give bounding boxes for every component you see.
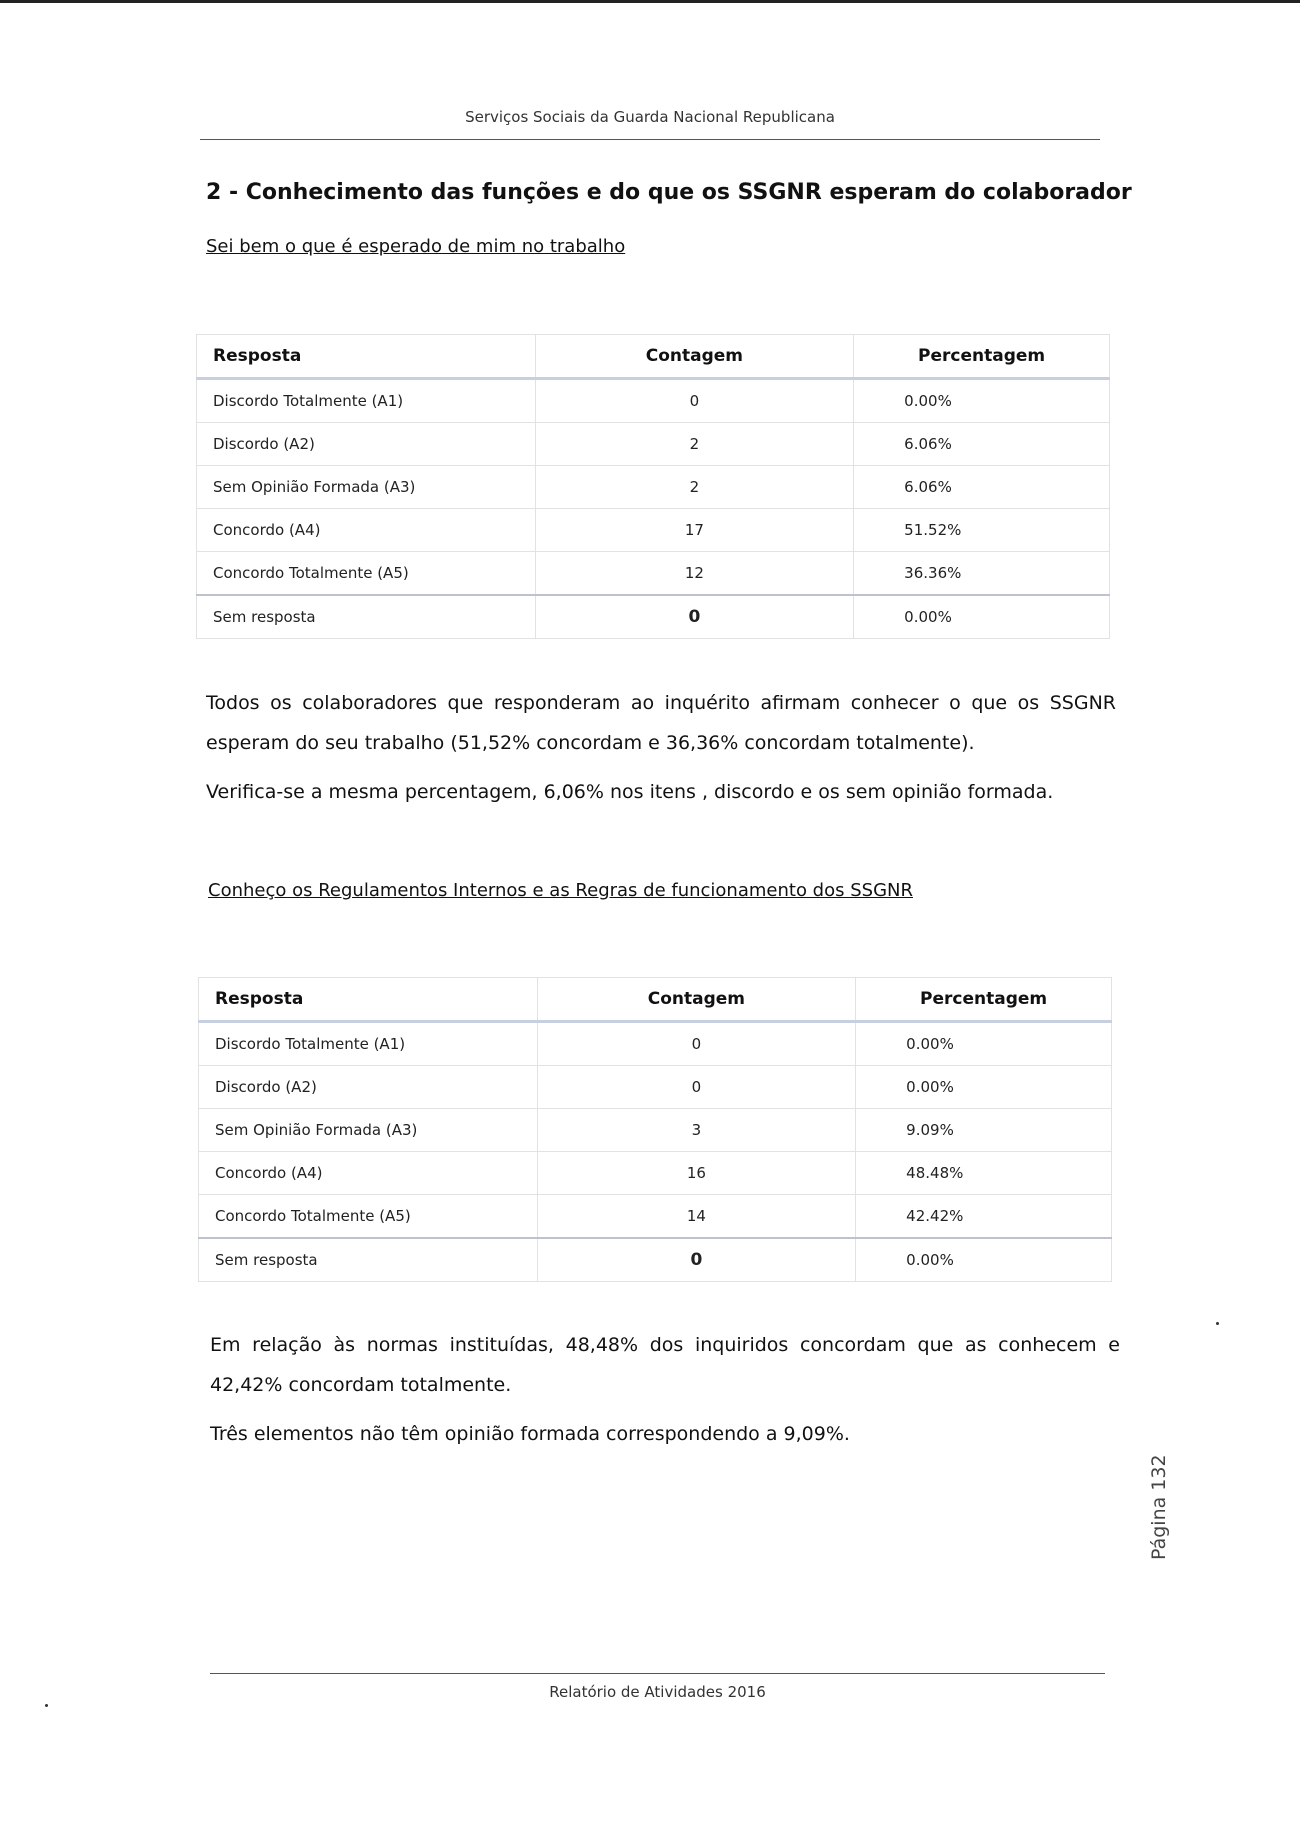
table-row <box>197 509 1110 552</box>
row-percentage: 0.00% <box>856 1238 1112 1282</box>
row-percentage: 6.06% <box>854 423 1110 466</box>
column-header-contagem: Contagem <box>537 978 856 1022</box>
row-percentage: 48.48% <box>856 1152 1112 1195</box>
table-row <box>199 1195 1112 1239</box>
paragraph-4: Três elementos não têm opinião formada correspondendo a 9,09%. <box>210 1423 850 1445</box>
row-label: Sem Opinião Formada (A3) <box>197 466 536 509</box>
row-count: 12 <box>535 552 854 596</box>
table-row <box>199 1022 1112 1066</box>
row-count: 0 <box>535 595 854 639</box>
header-divider <box>200 139 1100 140</box>
row-label: Concordo Totalmente (A5) <box>199 1195 538 1239</box>
row-count: 2 <box>535 466 854 509</box>
page-top-edge <box>0 0 1300 3</box>
paragraph-2: Verifica-se a mesma percentagem, 6,06% nos itens , discordo e os sem opinião formada. <box>206 781 1054 803</box>
table-header-row <box>197 335 1110 379</box>
row-count: 17 <box>535 509 854 552</box>
row-label: Discordo (A2) <box>199 1066 538 1109</box>
column-header-contagem: Contagem <box>535 335 854 379</box>
row-label: Discordo (A2) <box>197 423 536 466</box>
row-percentage: 42.42% <box>856 1195 1112 1239</box>
row-count: 0 <box>535 379 854 423</box>
row-count: 0 <box>537 1022 856 1066</box>
row-percentage: 0.00% <box>856 1066 1112 1109</box>
table-row <box>197 423 1110 466</box>
row-label: Concordo (A4) <box>197 509 536 552</box>
row-label: Discordo Totalmente (A1) <box>199 1022 538 1066</box>
row-count: 2 <box>535 423 854 466</box>
table-row <box>199 1066 1112 1109</box>
row-label: Discordo Totalmente (A1) <box>197 379 536 423</box>
row-label: Sem Opinião Formada (A3) <box>199 1109 538 1152</box>
row-count: 14 <box>537 1195 856 1239</box>
table-row-no-response <box>197 595 1110 639</box>
table-header-row <box>199 978 1112 1022</box>
page-number: Página 132 <box>1148 1454 1170 1560</box>
column-header-resposta: Resposta <box>197 335 536 379</box>
row-label: Concordo Totalmente (A5) <box>197 552 536 596</box>
page-header: Serviços Sociais da Guarda Nacional Republicana <box>465 108 835 126</box>
row-percentage: 51.52% <box>854 509 1110 552</box>
column-header-percentagem: Percentagem <box>854 335 1110 379</box>
table-row <box>197 379 1110 423</box>
table-row-no-response <box>199 1238 1112 1282</box>
table1 <box>196 334 1110 639</box>
row-percentage: 6.06% <box>854 466 1110 509</box>
paragraph-3: Em relação às normas instituídas, 48,48% dos inquiridos concordam que as conhecem e 42,42% concordam totalmente. <box>210 1334 1120 1396</box>
row-count: 0 <box>537 1238 856 1282</box>
scan-speck <box>45 1704 48 1707</box>
table1-subtitle: Sei bem o que é esperado de mim no trabalho <box>206 236 626 257</box>
row-label: Sem resposta <box>199 1238 538 1282</box>
row-count: 3 <box>537 1109 856 1152</box>
footer-divider <box>210 1673 1105 1674</box>
table-row <box>197 466 1110 509</box>
table2 <box>198 977 1112 1282</box>
row-percentage: 0.00% <box>854 379 1110 423</box>
row-percentage: 0.00% <box>854 595 1110 639</box>
table2-subtitle: Conheço os Regulamentos Internos e as Regras de funcionamento dos SSGNR <box>208 880 913 901</box>
table-row <box>197 552 1110 596</box>
page-footer: Relatório de Atividades 2016 <box>549 1683 766 1701</box>
table-row <box>199 1152 1112 1195</box>
row-label: Sem resposta <box>197 595 536 639</box>
table-row <box>199 1109 1112 1152</box>
row-count: 0 <box>537 1066 856 1109</box>
section-title: 2 - Conhecimento das funções e do que os SSGNR esperam do colaborador <box>206 180 1132 205</box>
column-header-resposta: Resposta <box>199 978 538 1022</box>
scan-speck <box>1216 1322 1219 1325</box>
row-count: 16 <box>537 1152 856 1195</box>
paragraph-1: Todos os colaboradores que responderam ao inquérito afirmam conhecer o que os SSGNR esperam do seu trabalho (51,52% concordam e 36,36% concordam totalmente). <box>206 692 1116 754</box>
row-label: Concordo (A4) <box>199 1152 538 1195</box>
row-percentage: 9.09% <box>856 1109 1112 1152</box>
row-percentage: 36.36% <box>854 552 1110 596</box>
row-percentage: 0.00% <box>856 1022 1112 1066</box>
column-header-percentagem: Percentagem <box>856 978 1112 1022</box>
